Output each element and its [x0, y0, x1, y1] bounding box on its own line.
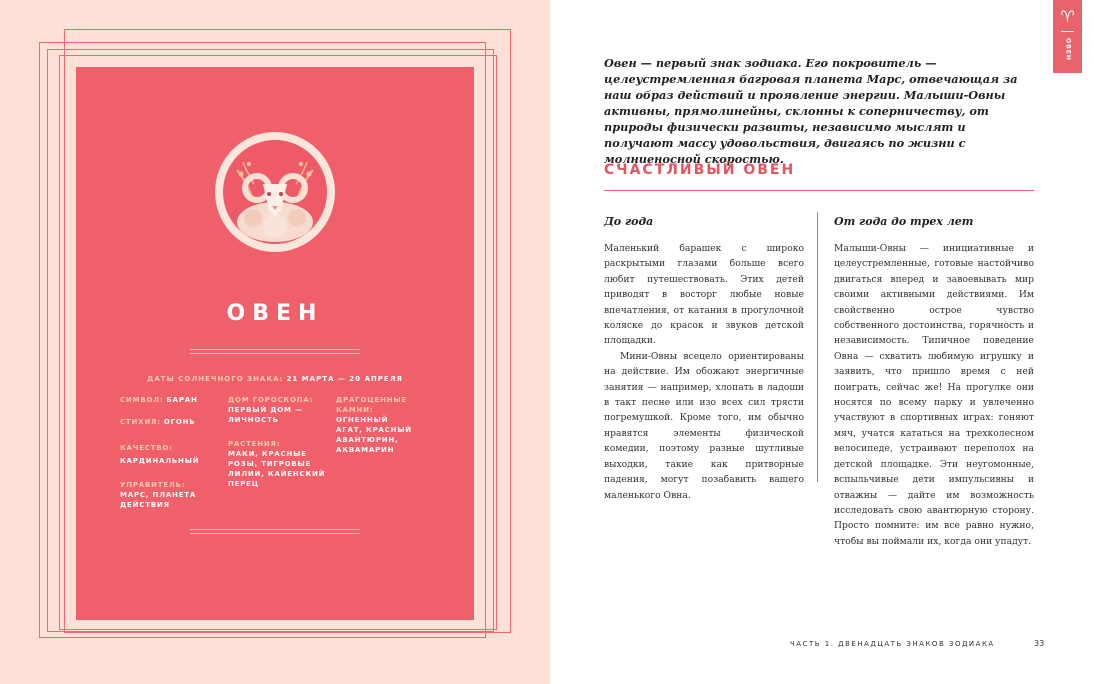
- fact-symbol: СИМВОЛ: БАРАН: [120, 396, 198, 404]
- fact-plants: РАСТЕНИЯ: МАКИ, КРАСНЫЕ РОЗЫ, ТИГРОВЫЕ ЛИЛИИ, КАЙЕНСКИЙ ПЕРЕЦ: [228, 440, 326, 488]
- right-page: [550, 0, 1100, 684]
- running-footer: ЧАСТЬ 1. ДВЕНАДЦАТЬ ЗНАКОВ ЗОДИАКА: [790, 640, 995, 648]
- intro-paragraph: Овен — первый знак зодиака. Его покровитель — целеустремленная багровая планета Марс, отвечающая за наш образ действий и проявление энергии. Малыши-Овны активны, прямолинейны, склонны к соперничеству, от природы физически развиты, независимо мыслят и получают массу удовольствия, двигаясь по жизни с молниеносной скоростью.: [604, 56, 1018, 166]
- dates-label: ДАТЫ СОЛНЕЧНОГО ЗНАКА:: [147, 375, 284, 383]
- column-divider: [817, 212, 818, 482]
- column-toddler: [834, 215, 1034, 549]
- dates-value: 21 МАРТА — 20 АПРЕЛЯ: [286, 375, 403, 383]
- fact-house: ДОМ ГОРОСКОПА: ПЕРВЫЙ ДОМ — ЛИЧНОСТЬ: [228, 396, 314, 424]
- fact-ruler: УПРАВИТЕЛЬ: МАРС, ПЛАНЕТА ДЕЙСТВИЯ: [120, 481, 197, 509]
- aries-icon: ♈: [1060, 7, 1075, 26]
- fact-element: СТИХИЯ: ОГОНЬ: [120, 418, 196, 426]
- ram-illustration: [223, 140, 327, 244]
- section-title: СЧАСТЛИВЫЙ ОВЕН: [604, 162, 796, 178]
- sign-title: ОВЕН: [226, 301, 324, 326]
- paragraph: Мини-Овны всецело ориентированы на действие. Им обожают энергичные занятия — например, хлопать в ладоши в такт песне или изо всех сил трясти погремушкой. Кроме того, им обычно нравятся элементы физической комедии, поэтому разные шутливые выходки, такие как притворные падения, могут позабавить вашего маленького Овна.: [604, 350, 804, 501]
- sign-card: [76, 67, 474, 620]
- paragraph: Маленький барашек с широко раскрытыми глазами больше всего любит путешествовать. Этих детей приводят в восторг любые новые впечатления, от катания в прогулочной коляске до красок и звуков детской площадки.: [604, 243, 804, 347]
- facts-column-3: [336, 395, 426, 467]
- facts-column-2: [228, 395, 326, 501]
- sun-sign-dates: [76, 375, 474, 383]
- bottom-rule: [190, 529, 360, 534]
- column-heading: От года до трех лет: [834, 215, 974, 228]
- fact-gems: ДРАГОЦЕННЫЕ КАМНИ: ОГНЕННЫЙ АГАТ, КРАСНЫЙ АВАНТЮРИН, АКВАМАРИН: [336, 396, 412, 454]
- ram-emblem: [215, 132, 335, 252]
- column-heading: До года: [604, 215, 654, 228]
- facts-column-1: [120, 395, 220, 522]
- tab-divider: [1061, 31, 1074, 32]
- column-infant: [604, 215, 804, 503]
- tab-label: ОВЕН: [1064, 38, 1072, 61]
- chapter-tab[interactable]: [1053, 0, 1082, 73]
- title-rule: [190, 349, 360, 354]
- fact-quality: КАЧЕСТВО: КАРДИНАЛЬНЫЙ: [120, 444, 200, 465]
- page-number: 33: [1034, 639, 1045, 648]
- ram-icon: [223, 140, 327, 244]
- section-divider: [604, 190, 1034, 191]
- paragraph: Малыши-Овны — инициативные и целеустремленные, готовые настойчиво двигаться вперед и завоевывать мир своими активными действиями. Им свойственно острое чувство собственного достоинства, горячность и независимость. Типичное поведение Овна — схватить любимую игрушку и заявить, что пришло время с ней поиграть, сейчас же! На прогулке они носятся по всему парку и увлеченно участвуют в спортивных играх: гоняют мяч, учатся кататься на трехколесном велосипеде, устраивают переполох на детской площадке. Эти неугомонные, вспыльчивые дети импульсивны и отважны — дайте им возможность исследовать свою авантюрную сторону. Просто помните: им все равно нужно, чтобы вы поймали их, когда они упадут.: [834, 243, 1034, 547]
